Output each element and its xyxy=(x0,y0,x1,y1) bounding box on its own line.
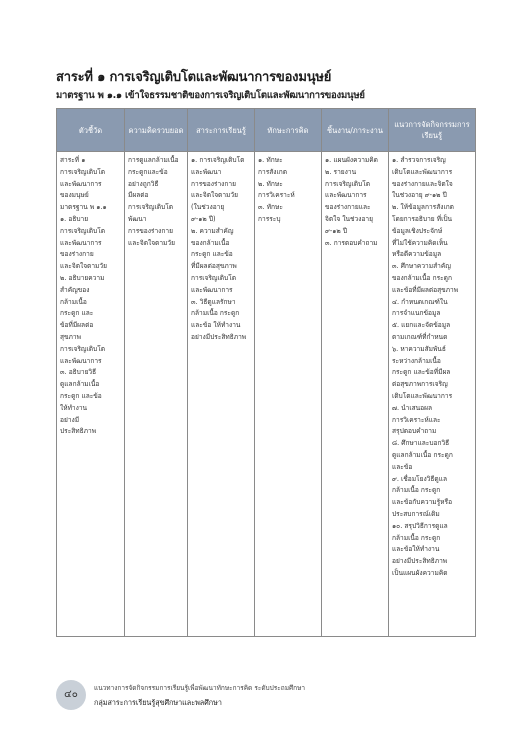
header-thinking-skills: ทักษะการคิด xyxy=(255,109,322,152)
header-concept: ความคิดรวบยอด xyxy=(125,109,188,152)
page-number: ๔๐ xyxy=(56,680,86,710)
cell-concept: การดูแลกล้ามเนื้อ กระดูกและข้อ อย่างถูกวิธี มีผลต่อ การเจริญเติบโต พัฒนา การของร่างกาย และจิตใจตามวัย xyxy=(125,152,188,637)
standard-subtitle: มาตรฐาน พ ๑.๑ เข้าใจธรรมชาติของการเจริญเติบโตและพัฒนาการของมนุษย์ xyxy=(56,90,365,101)
footer-book-title: แนวทางการจัดกิจกรรมการเรียนรู้เพื่อพัฒนาทักษะการคิด ระดับประถมศึกษา xyxy=(94,684,305,692)
table-header-row xyxy=(57,109,476,152)
page-title: สาระที่ ๑ การเจริญเติบโตและพัฒนาการของมนุษย์ xyxy=(56,70,332,85)
header-indicators: ตัวชี้วัด xyxy=(57,109,125,152)
header-tasks: ชิ้นงาน/ภาระงาน xyxy=(322,109,389,152)
footer-subject-group: กลุ่มสาระการเรียนรู้สุขศึกษาและพลศึกษา xyxy=(94,698,222,707)
cell-content: ๑. การเจริญเติบโต และพัฒนา การของร่างกาย และจิตใจตามวัย (ในช่วงอายุ ๙-๑๒ ปี) ๒. ความสำคัญ ของกล้ามเนื้อ กระดูก และข้อ ที่มีผลต่อสุขภาพ การเจริญเติบโต และพัฒนาการ ๓. วิธีดูแลรักษา กล้ามเนื้อ กระดูก และข้อ ให้ทำงาน อย่างมีประสิทธิภาพ xyxy=(188,152,255,637)
cell-tasks: ๑. แผนผังความคิด ๒. รายงาน การเจริญเติบโต และพัฒนาการ ของร่างกายและ จิตใจ ในช่วงอายุ ๙-๑๒ ปี ๓. การตอบคำถาม xyxy=(322,152,389,637)
curriculum-table xyxy=(56,108,476,637)
table-row xyxy=(57,152,476,637)
cell-thinking-skills: ๑. ทักษะ การสังเกต ๒. ทักษะ การวิเคราะห์ ๓. ทักษะ การระบุ xyxy=(255,152,322,637)
header-activities: แนวการจัดกิจกรรมการเรียนรู้ xyxy=(389,109,476,152)
cell-indicators: สาระที่ ๑ การเจริญเติบโต และพัฒนาการ ของมนุษย์ มาตรฐาน พ ๑.๑ ๑. อธิบาย การเจริญเติบโต และพัฒนาการ ของร่างกาย และจิตใจตามวัย ๒. อธิบายความ สำคัญของ กล้ามเนื้อ กระดูก และ ข้อที่มีผลต่อ สุขภาพ การเจริญเติบโต และพัฒนาการ ๓. อธิบายวิธี ดูแลกล้ามเนื้อ กระดูก และข้อ ให้ทำงาน อย่างมี ประสิทธิภาพ xyxy=(57,152,125,637)
cell-activities: ๑. สำรวจการเจริญ เติบโตและพัฒนาการ ของร่างกายและจิตใจ ในช่วงอายุ ๙-๑๒ ปี ๒. ให้ข้อมูลการสังเกต โดยการอธิบาย ที่เป็น ข้อมูลเชิงประจักษ์ ที่ไม่ใช้ความคิดเห็น หรือตีความข้อมูล ๓. ศึกษาความสำคัญ ของกล้ามเนื้อ กระดูก และข้อที่มีผลต่อสุขภาพ ๔. กำหนดเกณฑ์ใน การจำแนกข้อมูล ๕. แยกและจัดข้อมูล ตามเกณฑ์ที่กำหนด ๖. หาความสัมพันธ์ ระหว่างกล้ามเนื้อ กระดูก และข้อที่มีผล ต่อสุขภาพการเจริญ เติบโตและพัฒนาการ ๗. นำเสนอผล การวิเคราะห์และ สรุปตอบคำถาม ๘. ศึกษาและบอกวิธี ดูแลกล้ามเนื้อ กระดูก และข้อ ๙. เชื่อมโยงวิธีดูแล กล้ามเนื้อ กระดูก และข้อกับความรู้หรือ ประสบการณ์เดิม ๑๐. สรุปวิธีการดูแล กล้ามเนื้อ กระดูก และข้อให้ทำงาน อย่างมีประสิทธิภาพ เป็นแผนผังความคิด xyxy=(389,152,476,637)
header-content: สาระการเรียนรู้ xyxy=(188,109,255,152)
